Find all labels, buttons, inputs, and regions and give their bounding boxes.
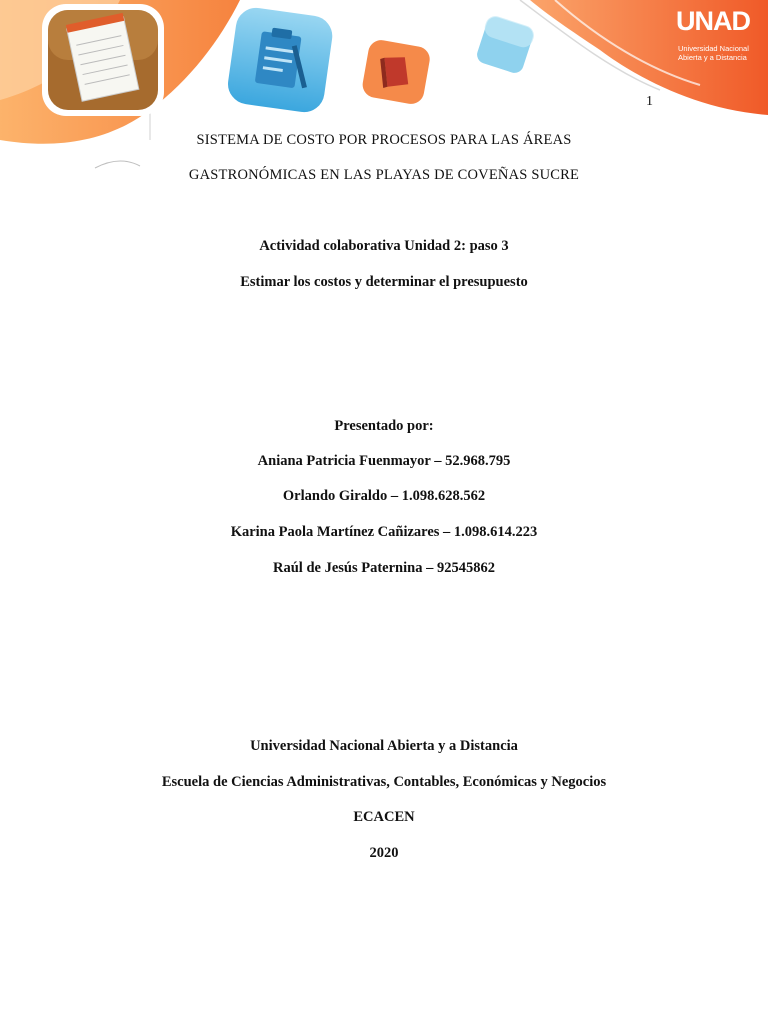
university-name: Universidad Nacional Abierta y a Distancia [250, 738, 518, 754]
author-item: Orlando Giraldo – 1.098.628.562 [282, 488, 486, 504]
unad-logo [676, 6, 762, 68]
book-icon [358, 38, 434, 108]
title-line-2: GASTRONÓMICAS EN LAS PLAYAS DE COVEÑAS SUCRE [188, 167, 580, 183]
authors-heading: Presentado por: [334, 418, 434, 434]
logo-word: UNAD [676, 6, 750, 36]
title-line-1: SISTEMA DE COSTO POR PROCESOS PARA LAS ÁREAS [196, 132, 572, 148]
activity-description: Estimar los costos y determinar el presupuesto [240, 274, 528, 290]
blue-tile-icon [472, 12, 538, 78]
logo-subtitle-line2: Abierta y a Distancia [678, 53, 747, 62]
author-item: Karina Paola Martínez Cañizares – 1.098.614.223 [230, 524, 538, 540]
activity-name: Actividad colaborativa Unidad 2: paso 3 [259, 238, 509, 254]
clipboard-icon [222, 4, 338, 118]
author-item: Raúl de Jesús Paternina – 92545862 [273, 560, 495, 576]
year: 2020 [369, 845, 399, 861]
logo-subtitle [678, 44, 764, 62]
notepad-icon [36, 0, 170, 124]
page-number: 1 [646, 94, 653, 109]
school-acronym: ECACEN [353, 809, 415, 825]
logo-subtitle-line1: Universidad Nacional [678, 44, 749, 53]
author-item: Aniana Patricia Fuenmayor – 52.968.795 [257, 453, 511, 469]
school-name: Escuela de Ciencias Administrativas, Contables, Económicas y Negocios [161, 774, 607, 790]
